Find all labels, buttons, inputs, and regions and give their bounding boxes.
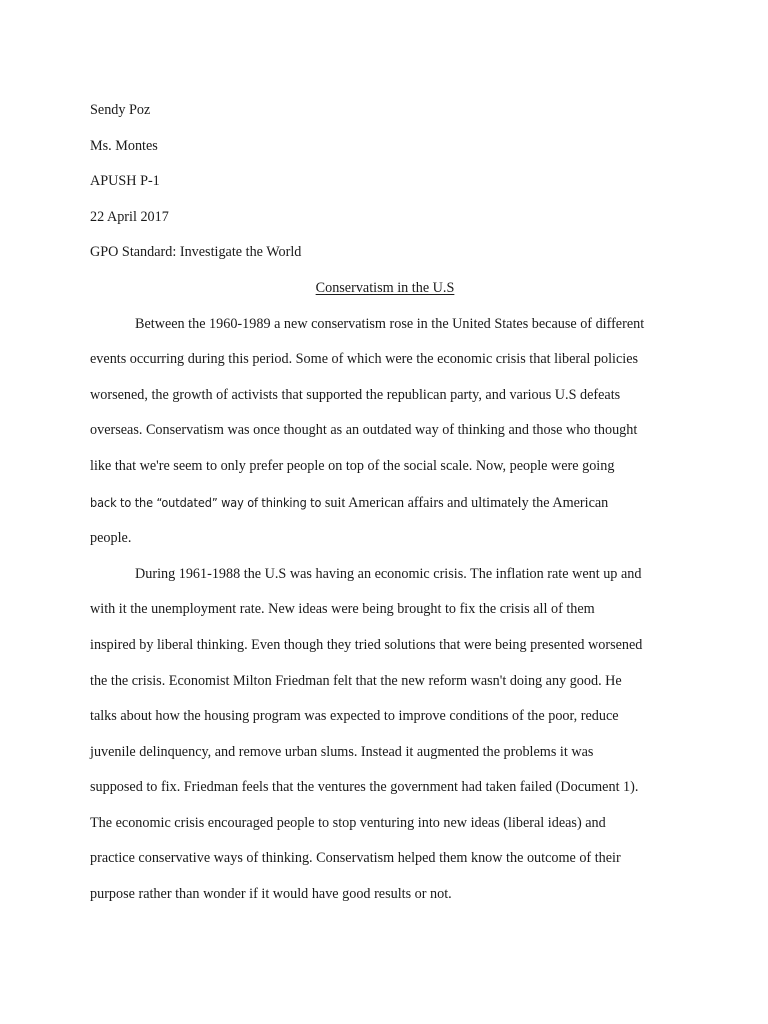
teacher-name: Ms. Montes: [90, 137, 158, 154]
paragraph-line: overseas. Conservatism was once thought as an outdated way of thinking and those who thought: [90, 422, 638, 439]
paragraph-1: [90, 307, 680, 557]
paragraph-line: with it the unemployment rate. New ideas were being brought to fix the crisis all of them: [90, 601, 595, 618]
paragraph-line: inspired by liberal thinking. Even though they tried solutions that were being presented worsened: [90, 636, 643, 653]
paragraph-line-mixed-font: [90, 485, 680, 522]
class-period: APUSH P-1: [90, 173, 160, 190]
paragraph-line: purpose rather than wonder if it would have good results or not.: [90, 886, 452, 903]
paragraph-line: the the crisis. Economist Milton Friedman felt that the new reform wasn't doing any good. He: [90, 672, 622, 689]
student-name: Sendy Poz: [90, 102, 151, 118]
paragraph-line: like that we're seem to only prefer people on top of the social scale. Now, people were going: [90, 457, 615, 474]
paragraph-line: supposed to fix. Friedman feels that the ventures the government had taken failed (Document 1).: [90, 779, 639, 796]
paragraph-line: people.: [90, 530, 132, 547]
essay-body: [90, 93, 680, 913]
paragraph-line: Between the 1960-1989 a new conservatism rose in the United States because of different: [135, 315, 645, 332]
gpo-standard: GPO Standard: Investigate the World: [90, 244, 302, 261]
paragraph-line: practice conservative ways of thinking. Conservatism helped them know the outcome of their: [90, 850, 621, 867]
paragraph-line: juvenile delinquency, and remove urban slums. Instead it augmented the problems it was: [90, 743, 594, 760]
paragraph-line: talks about how the housing program was expected to improve conditions of the poor, reduce: [90, 708, 619, 725]
paragraph-line: events occurring during this period. Some of which were the economic crisis that liberal policies: [90, 351, 639, 368]
paragraph-line: worsened, the growth of activists that supported the republican party, and various U.S defeats: [90, 386, 621, 403]
essay-title: Conservatism in the U.S: [315, 279, 455, 296]
paragraph-2: [90, 557, 680, 913]
essay-date: 22 April 2017: [90, 208, 169, 225]
paragraph-line: During 1961-1988 the U.S was having an economic crisis. The inflation rate went up and: [135, 565, 642, 582]
regular-font-segment: suit American affairs and ultimately the American: [321, 494, 609, 511]
paragraph-line: The economic crisis encouraged people to stop venturing into new ideas (liberal ideas) and: [90, 814, 606, 831]
alt-font-segment: back to the “outdated” way of thinking to: [90, 494, 322, 510]
